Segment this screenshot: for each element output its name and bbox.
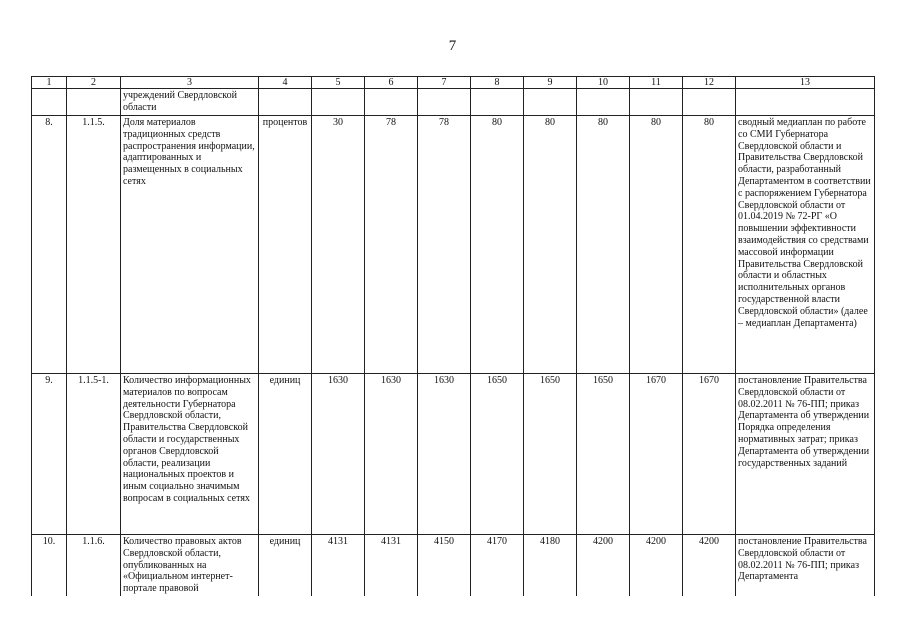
row-code: 1.1.6.	[67, 535, 121, 596]
value-cell: 4200	[630, 535, 683, 596]
row-number: 10.	[32, 535, 67, 596]
value-cell: 1650	[577, 374, 630, 535]
value-cell: 80	[471, 116, 524, 374]
row-number: 9.	[32, 374, 67, 535]
indicator-name: Количество информационных материалов по вопросам деятельности Губернатора Свердловской области, Правительства Свердловской области и государственных органов Свердловской области, реализации национальных проектов и иным социально значимым вопросам в социальных сетях	[121, 374, 259, 535]
col-header: 12	[683, 77, 736, 89]
source-cell: постановление Правительства Свердловской области от 08.02.2011 № 76-ПП; приказ Департамента об утверждении Порядка определения нормативных затрат; приказ Департамента об утверждении государственных заданий	[736, 374, 875, 535]
indicator-name: Доля материалов традиционных средств распространения информации, адаптированных и размещенных в социальных сетях	[121, 116, 259, 374]
value-cell	[312, 89, 365, 116]
value-cell: 1650	[471, 374, 524, 535]
value-cell: 4200	[683, 535, 736, 596]
value-cell	[577, 89, 630, 116]
value-cell	[524, 89, 577, 116]
value-cell: 1670	[630, 374, 683, 535]
value-cell: 1630	[365, 374, 418, 535]
value-cell	[630, 89, 683, 116]
source-cell: сводный медиаплан по работе со СМИ Губернатора Свердловской области и Правительства Свердловской области, разработанный Департаментом в соответствии с распоряжением Губернатора Свердловской области от 01.04.2019 № 72-РГ «О повышении эффективности взаимодействия со средствами массовой информации Правительства Свердловской области и областных исполнительных органов государственной власти Свердловской области» (далее – медиаплан Департамента)	[736, 116, 875, 374]
value-cell: 78	[365, 116, 418, 374]
source-cell: постановление Правительства Свердловской области от 08.02.2011 № 76-ПП; приказ Департамента	[736, 535, 875, 596]
unit: процентов	[259, 116, 312, 374]
value-cell: 80	[683, 116, 736, 374]
table-row	[32, 116, 875, 374]
col-header: 4	[259, 77, 312, 89]
indicator-name: учреждений Свердловской области	[121, 89, 259, 116]
header-row	[32, 77, 875, 89]
col-header: 2	[67, 77, 121, 89]
value-cell: 4180	[524, 535, 577, 596]
value-cell: 4200	[577, 535, 630, 596]
col-header: 3	[121, 77, 259, 89]
page-number: 7	[448, 38, 457, 54]
value-cell: 1670	[683, 374, 736, 535]
value-cell: 4131	[365, 535, 418, 596]
col-header: 5	[312, 77, 365, 89]
table-row	[32, 535, 875, 596]
value-cell	[683, 89, 736, 116]
col-header: 7	[418, 77, 471, 89]
col-header: 1	[32, 77, 67, 89]
col-header: 13	[736, 77, 875, 89]
value-cell	[418, 89, 471, 116]
col-header: 8	[471, 77, 524, 89]
row-code: 1.1.5.	[67, 116, 121, 374]
col-header: 10	[577, 77, 630, 89]
indicator-name: Количество правовых актов Свердловской области, опубликованных на «Официальном интернет-портале правовой	[121, 535, 259, 596]
unit: единиц	[259, 535, 312, 596]
col-header: 6	[365, 77, 418, 89]
value-cell: 80	[630, 116, 683, 374]
unit: единиц	[259, 374, 312, 535]
value-cell: 4170	[471, 535, 524, 596]
row-code: 1.1.5-1.	[67, 374, 121, 535]
col-header: 11	[630, 77, 683, 89]
table-row	[32, 374, 875, 535]
source-cell	[736, 89, 875, 116]
col-header: 9	[524, 77, 577, 89]
value-cell: 1650	[524, 374, 577, 535]
value-cell: 80	[524, 116, 577, 374]
value-cell	[471, 89, 524, 116]
table-row	[32, 89, 875, 116]
row-code	[67, 89, 121, 116]
value-cell: 30	[312, 116, 365, 374]
value-cell: 4131	[312, 535, 365, 596]
value-cell: 1630	[418, 374, 471, 535]
value-cell: 4150	[418, 535, 471, 596]
row-number: 8.	[32, 116, 67, 374]
unit	[259, 89, 312, 116]
indicators-table	[31, 76, 875, 596]
row-number	[32, 89, 67, 116]
value-cell: 80	[577, 116, 630, 374]
value-cell: 78	[418, 116, 471, 374]
value-cell	[365, 89, 418, 116]
value-cell: 1630	[312, 374, 365, 535]
